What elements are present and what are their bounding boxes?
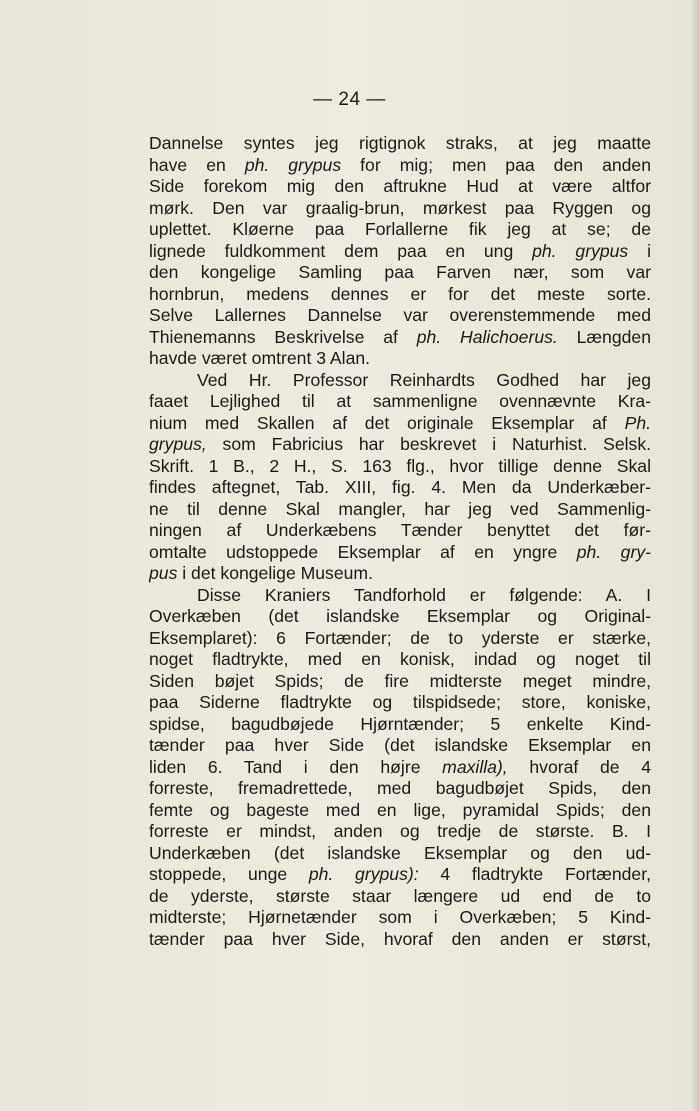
text-segment: liden 6. Tand i den højre [149,756,443,777]
page-number: — 24 — [313,89,386,110]
text-line [149,606,651,628]
text-segment: paa Siderne fladtrykte og tilspidsede; store, koniske, [149,692,651,712]
text-segment: havde været omtrent 3 Alan. [149,348,371,368]
text-segment: Underkæben (det islandske Eksemplar og den ud- [149,842,651,863]
text-line [149,477,651,499]
text-line [149,821,651,843]
text-line [149,284,651,306]
text-segment: hornbrun, medens dennes er for det meste sorte. [149,283,651,304]
text-segment: mørk. Den var graalig-brun, mørkest paa Ryggen og [149,197,651,218]
text-segment: midterste; Hjørnetænder som i Overkæben; 5 Kind- [149,907,651,927]
text-line [149,155,651,177]
italic-text-segment: ph. grypus [532,240,629,261]
text-line [149,886,651,908]
text-segment: forreste er mindst, anden og tredje de største. B. I [149,821,651,841]
text-segment: Thienemanns Beskrivelse af [149,326,417,347]
text-line [149,692,651,714]
text-segment: findes aftegnet, Tab. XIII, fig. 4. Men da Underkæber- [149,477,651,497]
text-line [149,714,651,736]
text-segment: omtalte udstoppede Eksemplar af en yngre [149,541,577,562]
text-line [149,585,651,607]
text-segment: 4 fladtrykte Fortænder, [418,864,651,884]
text-segment: nium med Skallen af det originale Eksemplar af [149,412,625,433]
text-line [149,843,651,865]
text-segment: noget fladtrykte, med en konisk, indad og noget til [149,649,651,669]
text-segment: i [628,240,651,261]
text-line [149,456,651,478]
italic-text-segment: ph. gry- [576,541,651,562]
text-line [149,262,651,284]
text-segment: Længden [557,326,651,347]
text-segment: Dannelse syntes jeg rigtignok straks, at jeg maatte [149,133,651,153]
text-segment: Disse Kraniers Tandforhold er følgende: A. I [197,584,651,605]
italic-text-segment: ph. grypus): [308,864,419,884]
text-line [149,735,651,757]
text-segment: i det kongelige Museum. [177,563,373,583]
text-line [149,370,651,392]
italic-text-segment: maxilla), [442,756,508,777]
text-line [149,219,651,241]
text-segment: tænder paa hver Side (det islandske Eksemplar en [149,735,651,755]
text-line [149,413,651,435]
text-segment: de yderste, største staar længere ud end de to [149,885,651,906]
text-line [149,628,651,650]
text-line [149,800,651,822]
text-line [149,757,651,779]
text-segment: uplettet. Kløerne paa Forlallerne fik jeg at se; de [149,219,651,239]
text-segment: som Fabricius har beskrevet i Naturhist. Selsk. [206,434,651,454]
text-line [149,391,651,413]
text-line [149,434,651,456]
italic-text-segment: ph. Halichoerus. [416,326,558,347]
text-segment: forreste, fremadrettede, med bagudbøjet Spids, den [149,778,651,798]
text-segment: faaet Lejlighed til at sammenligne ovennævnte Kra- [149,391,651,411]
text-segment: tænder paa hver Side, hvoraf den anden er størst, [149,928,651,949]
text-segment: Selve Lallernes Dannelse var overenstemmende med [149,305,651,325]
text-segment: have en [149,154,245,175]
italic-text-segment: pus [149,563,178,583]
text-line [149,176,651,198]
text-segment: Overkæben (det islandske Eksemplar og Original- [149,606,651,626]
text-line [149,542,651,564]
text-segment: spidse, bagudbøjede Hjørntænder; 5 enkelte Kind- [149,713,651,734]
text-segment: Ved Hr. Professor Reinhardts Godhed har jeg [197,369,651,390]
italic-text-segment: Ph. [624,412,651,433]
text-segment: lignede fuldkomment dem paa en ung [149,240,533,261]
text-segment: ne til denne Skal mangler, har jeg ved Sammenlig- [149,498,651,519]
text-segment: Skrift. 1 B., 2 H., S. 163 flg., hvor tillige denne Skal [149,455,651,476]
body-text [149,133,651,950]
text-line [149,241,651,263]
text-segment: Eksemplaret): 6 Fortænder; de to yderste er stærke, [149,627,651,648]
italic-text-segment: ph. grypus [244,154,342,175]
text-line [149,520,651,542]
text-segment: stoppede, unge [149,864,309,884]
text-line [149,778,651,800]
page-edge [691,0,699,1111]
text-segment: hvoraf de 4 [507,756,651,777]
italic-text-segment: grypus, [149,434,207,454]
text-segment: for mig; men paa den anden [341,154,651,175]
text-line [149,327,651,349]
text-line [149,929,651,951]
text-segment: Side forekom mig den aftrukne Hud at være altfor [149,176,651,196]
text-segment: ningen af Underkæbens Tænder benyttet det før- [149,520,651,540]
text-line [149,348,651,370]
text-line [149,671,651,693]
text-line [149,133,651,155]
text-segment: femte og bageste med en lige, pyramidal Spids; den [149,799,651,820]
text-line [149,864,651,886]
text-line [149,305,651,327]
text-line [149,499,651,521]
text-line [149,563,651,585]
text-line [149,907,651,929]
text-line [149,649,651,671]
text-line [149,198,651,220]
text-segment: den kongelige Samling paa Farven nær, som var [149,262,651,282]
text-segment: Siden bøjet Spids; de fire midterste meget mindre, [149,670,651,691]
